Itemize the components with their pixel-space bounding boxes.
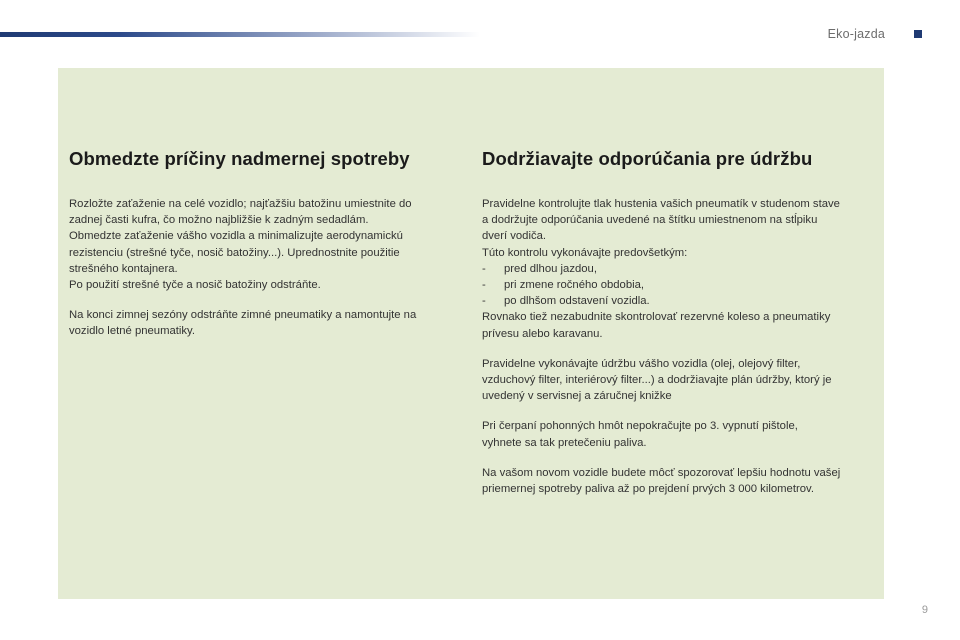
text-line: strešného kontajnera. bbox=[69, 262, 178, 275]
right-column bbox=[482, 148, 882, 511]
header-accent-bar bbox=[0, 32, 480, 37]
text-line: Pravidelne kontrolujte tlak hustenia vašich pneumatík v studenom stave bbox=[482, 198, 840, 210]
text-line: Obmedzte zaťaženie vášho vozidla a minimalizujte aerodynamickú bbox=[69, 230, 403, 243]
list-item bbox=[482, 277, 882, 293]
text-line: vzduchový filter, interiérový filter...) a dodržiavajte plán údržby, ktorý je bbox=[482, 374, 832, 387]
list-item bbox=[482, 261, 882, 277]
text-line: dverí vodiča. bbox=[482, 230, 547, 243]
text-line: rezistenciu (strešné tyče, nosič batožiny...). Uprednostnite použitie bbox=[69, 246, 400, 259]
right-heading: Dodržiavajte odporúčania pre údržbu bbox=[482, 148, 813, 169]
right-paragraph-4 bbox=[482, 465, 882, 497]
left-paragraph-2 bbox=[69, 307, 454, 339]
text-line: Rozložte zaťaženie na celé vozidlo; najťažšiu batožinu umiestnite do bbox=[69, 198, 412, 210]
content-panel bbox=[58, 68, 884, 599]
text-line: zadnej časti kufra, čo možno najbližšie k zadným sedadlám. bbox=[69, 214, 369, 227]
section-title: Eko-jazda bbox=[827, 27, 885, 41]
text-line: Rovnako tiež nezabudnite skontrolovať rezervné koleso a pneumatiky bbox=[482, 311, 831, 324]
text-line: Po použití strešné tyče a nosič batožiny odstráňte. bbox=[69, 279, 321, 292]
bullet-dash: - bbox=[482, 262, 486, 275]
list-item bbox=[482, 293, 882, 309]
list-item-text: po dlhšom odstavení vozidla. bbox=[504, 295, 650, 308]
list-item-text: pred dlhou jazdou, bbox=[504, 262, 597, 275]
text-line: Na konci zimnej sezóny odstráňte zimné pneumatiky a namontujte na bbox=[69, 309, 417, 322]
bullet-dash: - bbox=[482, 295, 486, 308]
text-line: prívesu alebo karavanu. bbox=[482, 327, 603, 340]
right-paragraph-3 bbox=[482, 418, 882, 450]
left-paragraph-1 bbox=[69, 196, 454, 293]
text-line: vozidlo letné pneumatiky. bbox=[69, 325, 196, 338]
bullet-dash: - bbox=[482, 279, 486, 292]
page-number: 9 bbox=[921, 604, 928, 616]
text-line: Pri čerpaní pohonných hmôt nepokračujte po 3. vypnutí pištole, bbox=[482, 420, 798, 433]
text-line: a dodržujte odporúčania uvedené na štítku umiestnenom na stĺpiku bbox=[482, 214, 818, 227]
text-line: vyhnete sa tak pretečeniu paliva. bbox=[482, 436, 647, 449]
right-paragraph-1 bbox=[482, 196, 882, 342]
left-heading: Obmedzte príčiny nadmernej spotreby bbox=[69, 148, 410, 169]
left-column bbox=[69, 148, 454, 354]
text-line: Na vašom novom vozidle budete môcť spozorovať lepšiu hodnotu vašej bbox=[482, 466, 841, 479]
text-line: Túto kontrolu vykonávajte predovšetkým: bbox=[482, 246, 688, 259]
text-line: priemernej spotreby paliva až po prejdení prvých 3 000 kilometrov. bbox=[482, 483, 814, 496]
text-line: Pravidelne vykonávajte údržbu vášho vozidla (olej, olejový filter, bbox=[482, 357, 801, 370]
text-line: uvedený v servisnej a záručnej knižke bbox=[482, 390, 672, 403]
list-item-text: pri zmene ročného obdobia, bbox=[504, 279, 645, 292]
section-marker bbox=[914, 30, 922, 38]
right-paragraph-2 bbox=[482, 356, 882, 405]
